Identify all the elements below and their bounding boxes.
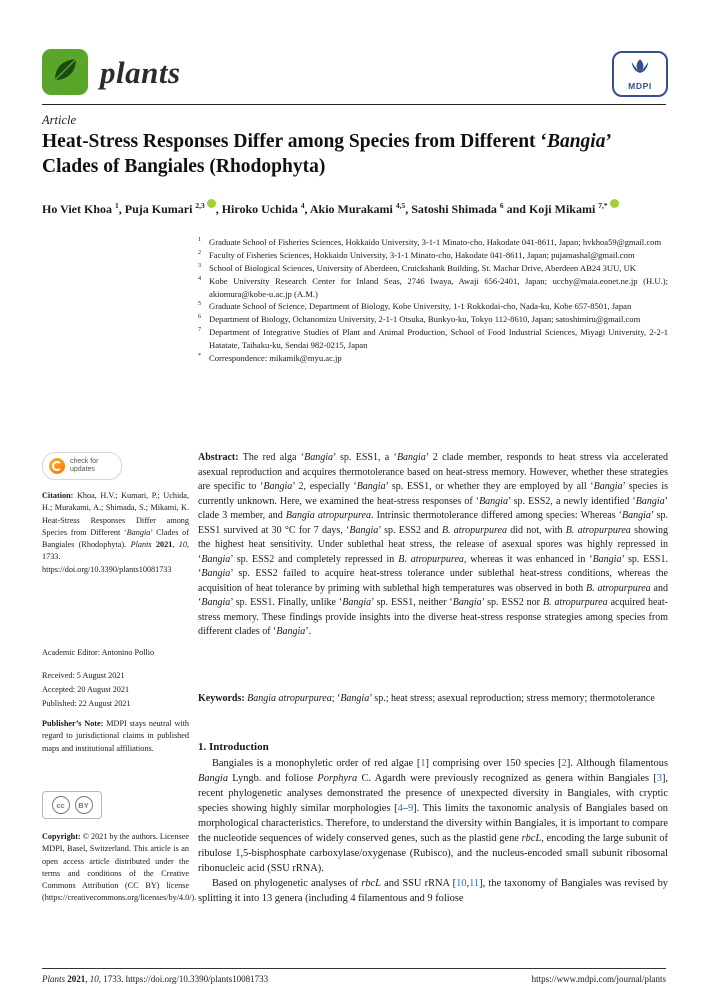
leaf-icon bbox=[50, 55, 80, 90]
authors-line: Ho Viet Khoa $^1$, Puja Kumari $^{2,3}$ , Hiroko Uchida $^4$, Akio Murakami $^{4,5}$, Satoshi Shimada $^6$ and Koji Mikami $^{7,*}$ bbox=[42, 199, 666, 218]
affiliation-item bbox=[198, 300, 668, 313]
introduction-text bbox=[198, 757, 668, 907]
affiliation-text: Faculty of Fisheries Sciences, Hokkaido University, 3-1-1 Minato-cho, Hakodate 041-8611, Japan; pujamashal@gmail.com bbox=[209, 249, 635, 260]
paragraph: Based on phylogenetic analyses of rbcL and SSU rRNA [10,11], the taxonomy of Bangiales was revised by splitting it into 13 genera (including 4 filamentous and 9 foliose bbox=[198, 877, 669, 904]
published-date: Published: 22 August 2021 bbox=[42, 698, 131, 708]
footer-journal-url: https://www.mdpi.com/journal/plants bbox=[531, 974, 666, 984]
affiliation-text: Department of Integrative Studies of Plant and Animal Production, School of Food Industrial Sciences, Miyagi University, 2-2-1 Hatatate, Taihaku-ku, Sendai 982-0215, Japan bbox=[209, 327, 668, 351]
citation-block: Citation: Khoa, H.V.; Kumari, P.; Uchida, H.; Murakami, A.; Shimada, S.; Mikami, K. Heat-Stress Responses Differ among Species from Different ‘Bangia’ Clades of Bangiales (Rhodophyta). Plants 2021, 10, 1733. https://doi.org/10.3390/plants10081733 bbox=[42, 491, 189, 574]
affiliation-text: Graduate School of Science, Department of Biology, Kobe University, 1-1 Rokkodai-cho, Nada-ku, Kobe 657-8501, Japan bbox=[209, 301, 632, 312]
cc-icon: cc bbox=[52, 796, 70, 814]
affiliation-item bbox=[198, 262, 668, 275]
header-divider bbox=[42, 104, 666, 105]
page-title: Heat-Stress Responses Differ among Species from Different ‘Bangia’ Clades of Bangiales (Rhodophyta) bbox=[42, 131, 611, 177]
affiliation-text: Kobe University Research Center for Inland Seas, 2746 Iwaya, Awaji 656-2401, Japan; ucchy@maia.eonet.ne.jp (H.U.); akiomura@kobe-u.ac.jp (A.M.) bbox=[209, 275, 668, 299]
check-for-updates-badge[interactable] bbox=[42, 452, 122, 480]
plants-journal-logo bbox=[42, 49, 88, 95]
check-for-updates-label: check for updates bbox=[70, 457, 99, 473]
academic-editor: Academic Editor: Antonino Pollio bbox=[42, 648, 155, 657]
article-type-label: Article bbox=[42, 113, 77, 127]
mdpi-logo bbox=[612, 51, 668, 97]
keywords bbox=[198, 692, 668, 707]
footer-divider bbox=[42, 968, 666, 969]
orcid-icon[interactable] bbox=[207, 199, 216, 208]
abstract-text: The red alga ‘Bangia’ sp. ESS1, a ‘Bangia’ 2 clade member, responds to heat stress via accelerated asexual reproduction and acquires thermotolerance based on heat-stress memory. However, whether these strategies are specific to ‘Bangia’ 2, especially ‘Bangia’ sp. ESS1, or whether they are employed by all ‘Bangia’ species is currently unknown. Here, we examined the heat-stress responses of ‘Bangia’ sp. ESS2, a newly identified ‘Bangia’ clade 3 member, and Bangia atropurpurea. Intrinsic thermotolerance differed among species: Whereas ‘Bangia’ sp. ESS1 survived at 30 °C for 7 days, ‘Bangia’ sp. ESS2 and B. atropurpurea did not, with B. atropurpurea showing the highest heat sensitivity. Under sublethal heat stress, the release of asexual spores was highly repressed in ‘Bangia’ sp. ESS2 and completely repressed in B. atropurpurea, whereas it was enhanced in ‘Bangia’ sp. ESS1. ‘Bangia’ sp. ESS2 failed to acquire heat-stress tolerance under sublethal heat-stress conditions, whereas the acquisition of heat tolerance by priming with sublethal high temperatures was observed in both B. atropurpurea and ‘Bangia’ sp. ESS1. Finally, unlike ‘Bangia’ sp. ESS1, neither ‘Bangia’ sp. ESS2 nor B. atropurpurea acquired heat-stress memory. These findings provide insights into the diverse heat-stress response strategies among species from different clades of ‘Bangia’. bbox=[198, 452, 668, 637]
footer bbox=[42, 974, 666, 984]
affiliation-item bbox=[198, 352, 668, 365]
abstract-label: Abstract: bbox=[198, 452, 239, 463]
keywords-text: Bangia atropurpurea; ‘Bangia’ sp.; heat stress; asexual reproduction; stress memory; thermotolerance bbox=[247, 693, 655, 704]
accepted-date: Accepted: 20 August 2021 bbox=[42, 684, 130, 694]
cc-by-icon: BY bbox=[75, 796, 93, 814]
affiliation-item bbox=[198, 326, 668, 352]
affiliation-number: 6 bbox=[198, 313, 202, 321]
history-dates bbox=[42, 669, 189, 711]
affiliation-number: 3 bbox=[198, 261, 202, 269]
correspondence-text: Correspondence: mikamik@myu.ac.jp bbox=[209, 353, 342, 364]
affiliation-number: 2 bbox=[198, 248, 202, 256]
affiliation-number: 4 bbox=[198, 274, 202, 282]
affiliations-list bbox=[198, 236, 668, 365]
affiliation-text: Department of Biology, Ochanomizu University, 2-1-1 Otsuka, Bunkyo-ku, Tokyo 112-8610, Japan; satoshimiru@gmail.com bbox=[209, 314, 641, 325]
journal-name: plants bbox=[100, 55, 181, 90]
affiliation-item bbox=[198, 313, 668, 326]
creative-commons-badge[interactable] bbox=[42, 791, 102, 819]
affiliation-number: 1 bbox=[198, 236, 202, 243]
affiliation-number: 7 bbox=[198, 326, 202, 334]
copyright-block: Copyright: © 2021 by the authors. Licensee MDPI, Basel, Switzerland. This article is an open access article distributed under the terms and conditions of the Creative Commons Attribution (CC BY) license (https://creativecommons.org/licenses/by/4.0/). bbox=[42, 832, 197, 903]
affiliation-text: Graduate School of Fisheries Sciences, Hokkaido University, 3-1-1 Minato-cho, Hakodate 041-8611, Japan; hvkhoa59@gmail.com bbox=[209, 237, 662, 247]
affiliation-number: 5 bbox=[198, 300, 202, 308]
publishers-note: Publisher’s Note: MDPI stays neutral with regard to jurisdictional claims in published maps and institutional affiliations. bbox=[42, 719, 190, 753]
affiliation-item bbox=[198, 236, 668, 249]
abstract bbox=[198, 451, 668, 640]
affiliation-item bbox=[198, 275, 668, 301]
footer-citation: Plants 2021, 10, 1733. https://doi.org/10.3390/plants10081733 bbox=[42, 974, 269, 984]
orcid-icon[interactable] bbox=[610, 199, 619, 208]
crossmark-icon bbox=[49, 458, 65, 474]
section-heading-introduction: 1. Introduction bbox=[198, 741, 269, 753]
paragraph: Bangiales is a monophyletic order of red algae [1] comprising over 150 species [2]. Although filamentous Bangia Lyngb. and foliose Porphyra C. Agardh were previously recognized as genera within Bangiales [3], recent phylogenetic analyses demonstrated the presence of unexpected diversity in Bangiales, with cryptic species showing highly similar morphologies [4–9]. This limits the taxonomic analysis of Bangiales based on morphological characteristics. Therefore, to understand the diversity within Bangiales, it is important to compare the nucleotide sequences of widely conserved genes, such as the plastid gene rbcL, encoding the large subunit of ribulose 1,5-bisphosphate carboxylase/oxygenase (Rubisco), and the nucleus-encoded small subunit ribosomal ribonucleic acid (SSU rRNA). bbox=[198, 758, 668, 874]
mdpi-emblem-icon bbox=[628, 58, 652, 80]
affiliation-text: School of Biological Sciences, University of Aberdeen, Cruickshank Building, St. Machar Drive, Aberdeen AB24 3UU, UK bbox=[209, 262, 636, 273]
keywords-label: Keywords: bbox=[198, 693, 245, 704]
mdpi-logo-text: MDPI bbox=[628, 80, 652, 91]
received-date: Received: 5 August 2021 bbox=[42, 671, 125, 680]
affiliation-item bbox=[198, 249, 668, 262]
correspondence-asterisk: * bbox=[198, 352, 202, 360]
